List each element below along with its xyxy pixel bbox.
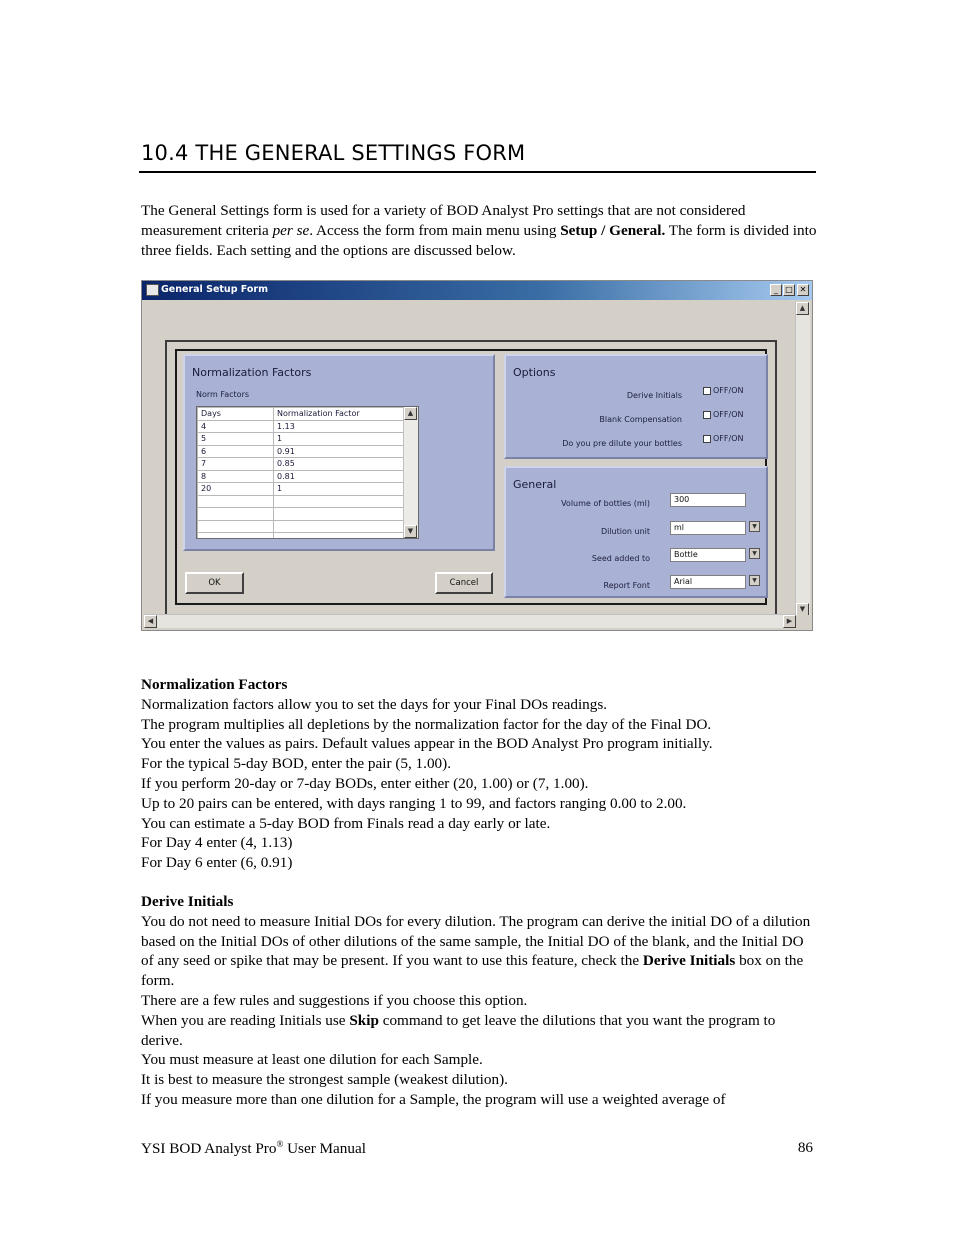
norm-line: For Day 4 enter (4, 1.13) [141,834,293,852]
form-outer-frame [165,340,777,616]
norm-line: If you perform 20-day or 7-day BODs, enter either (20, 1.00) or (7, 1.00). [141,774,589,792]
font-dropdown-icon[interactable]: ▼ [749,575,760,586]
dilution-unit-label: Dilution unit [600,527,650,536]
grid-row [198,483,404,496]
grid-row [198,458,404,471]
ok-button[interactable]: OK [185,572,244,594]
derive-skip-paragraph [141,1011,813,1051]
skip-text-1: When you are reading Initials use [141,1011,350,1029]
normalization-panel-title: Normalization Factors [192,366,312,379]
grid-cell-factor[interactable] [274,533,404,540]
grid-row [198,445,404,458]
grid-cell-factor[interactable]: 0.85 [274,458,404,471]
grid-cell-days[interactable]: 6 [198,445,274,458]
grid-row [198,508,404,521]
grid-cell-days[interactable]: 8 [198,470,274,483]
footer-manual-title [141,1139,366,1158]
grid-row [198,533,404,540]
intro-text-1: The General Settings form is used for a variety of BOD Analyst Pro settings that are not considered measurement criteria [141,202,746,239]
scroll-right-icon[interactable]: ▶ [783,615,796,628]
heading-underline [139,171,816,173]
intro-italic: per se [272,221,310,239]
footer-title-text: YSI BOD Analyst Pro [141,1140,277,1157]
norm-line: Up to 20 pairs can be entered, with days ranging 1 to 99, and factors ranging 0.00 to 2.00. [141,794,687,812]
volume-label: Volume of bottles (ml) [561,499,650,508]
grid-scroll-up-icon[interactable]: ▲ [404,407,417,420]
size-grip[interactable] [796,615,810,628]
grid-scroll-down-icon[interactable]: ▼ [404,525,417,538]
scroll-down-icon[interactable]: ▼ [796,603,809,616]
derive-paragraph [141,912,813,991]
footer-title-suffix: User Manual [283,1140,366,1157]
window-title: General Setup Form [161,284,269,295]
derive-initials-checkbox[interactable] [703,387,711,395]
derive-para-text: You do not need to measure Initial DOs for every dilution. The program can derive the initial DO of a dilution based on the Initial DOs of other dilutions of the same sample, the Initial DO of the blank, and the Initial DO of any seed or spike that may be present. If you want to use this feature, check the [141,912,811,970]
blank-compensation-toggle-label: OFF/ON [713,410,744,419]
grid-row [198,433,404,446]
norm-line: For the typical 5-day BOD, enter the pair (5, 1.00). [141,755,451,773]
app-icon [146,284,159,296]
close-icon[interactable]: ✕ [797,284,809,296]
norm-line: For Day 6 enter (6, 0.91) [141,854,293,872]
derive-line-rules: There are a few rules and suggestions if you choose this option. [141,991,528,1009]
grid-cell-factor[interactable]: 1.13 [274,420,404,433]
derive-line-more: If you measure more than one dilution for a Sample, the program will use a weighted average of [141,1090,726,1108]
volume-input[interactable]: 300 [670,493,746,507]
pre-dilute-toggle-label: OFF/ON [713,434,744,443]
window-titlebar [142,281,812,300]
grid-row [198,520,404,533]
grid-scrollbar[interactable] [403,407,418,538]
grid-cell-factor[interactable]: 1 [274,433,404,446]
options-panel [504,354,768,459]
blank-compensation-label: Blank Compensation [599,415,682,424]
grid-row [198,420,404,433]
window-client-area [144,302,796,616]
derive-para-bold: Derive Initials [642,952,736,970]
section-heading: 10.4 THE GENERAL SETTINGS FORM [141,141,526,165]
derive-line-measure: You must measure at least one dilution for each Sample. [141,1051,483,1069]
scroll-left-icon[interactable]: ◀ [144,615,157,628]
normalization-panel [183,354,495,551]
grid-cell-factor[interactable]: 1 [274,483,404,496]
maximize-icon[interactable]: □ [783,284,795,296]
grid-cell-days[interactable]: 4 [198,420,274,433]
page-number: 86 [797,1139,813,1156]
derive-initials-label: Derive Initials [626,391,682,400]
options-panel-title: Options [513,366,556,379]
form-inner-frame [175,349,767,605]
col-header-days[interactable]: Days [198,408,274,421]
norm-line: You can estimate a 5-day BOD from Finals read a day early or late. [141,814,551,832]
norm-factors-table [197,407,404,539]
grid-cell-days[interactable]: 7 [198,458,274,471]
general-setup-window [141,280,813,631]
skip-bold: Skip [349,1011,379,1029]
blank-compensation-checkbox[interactable] [703,411,711,419]
minimize-icon[interactable]: _ [770,284,782,296]
dilution-dropdown-icon[interactable]: ▼ [749,521,760,532]
report-font-label: Report Font [603,581,650,590]
intro-menu-path: Setup / General. [560,221,666,239]
grid-cell-factor[interactable] [274,495,404,508]
seed-added-select[interactable]: Bottle [670,548,746,562]
grid-cell-factor[interactable] [274,520,404,533]
grid-cell-days[interactable] [198,520,274,533]
norm-line: The program multiplies all depletions by the normalization factor for the day of the Final DO. [141,715,712,733]
seed-added-label: Seed added to [591,554,650,563]
window-vertical-scrollbar[interactable] [795,302,810,616]
dilution-unit-select[interactable]: ml [670,521,746,535]
footer-reg-mark: ® [276,1139,284,1149]
intro-paragraph [141,201,821,260]
grid-row [198,470,404,483]
col-header-factor[interactable]: Normalization Factor [274,408,404,421]
normalization-section [141,675,831,873]
window-horizontal-scrollbar[interactable] [144,614,796,628]
norm-factors-label: Norm Factors [196,390,250,399]
intro-text-2: . Access the form from main menu using [309,221,561,239]
grid-cell-factor[interactable] [274,508,404,521]
normalization-heading: Normalization Factors [141,676,288,693]
cancel-button[interactable]: Cancel [435,572,493,594]
report-font-select[interactable]: Arial [670,575,746,589]
norm-line: You enter the values as pairs. Default values appear in the BOD Analyst Pro program initially. [141,735,713,753]
pre-dilute-checkbox[interactable] [703,435,711,443]
seed-dropdown-icon[interactable]: ▼ [749,548,760,559]
skip-text-2: command to get leave the dilutions that you want the program to derive. [141,1011,776,1049]
grid-cell-days[interactable]: 5 [198,433,274,446]
grid-cell-factor[interactable]: 0.81 [274,470,404,483]
intro-text-3: The form is divided into three fields. Each setting and the options are discussed below. [141,221,817,259]
general-panel [504,466,768,598]
grid-cell-days[interactable]: 20 [198,483,274,496]
grid-cell-days[interactable] [198,533,274,540]
derive-section [141,892,831,1110]
scroll-up-icon[interactable]: ▲ [796,302,809,315]
grid-row [198,495,404,508]
derive-para-end: box on the form. [141,952,804,990]
derive-heading: Derive Initials [141,893,234,910]
derive-initials-toggle-label: OFF/ON [713,386,744,395]
derive-line-best: It is best to measure the strongest sample (weakest dilution). [141,1071,508,1089]
pre-dilute-label: Do you pre dilute your bottles [562,439,682,448]
norm-factors-grid[interactable] [196,406,419,539]
grid-cell-days[interactable] [198,508,274,521]
grid-cell-days[interactable] [198,495,274,508]
grid-header-row [198,408,404,421]
norm-line: Normalization factors allow you to set the days for your Final DOs readings. [141,695,608,713]
grid-cell-factor[interactable]: 0.91 [274,445,404,458]
general-panel-title: General [513,478,557,491]
